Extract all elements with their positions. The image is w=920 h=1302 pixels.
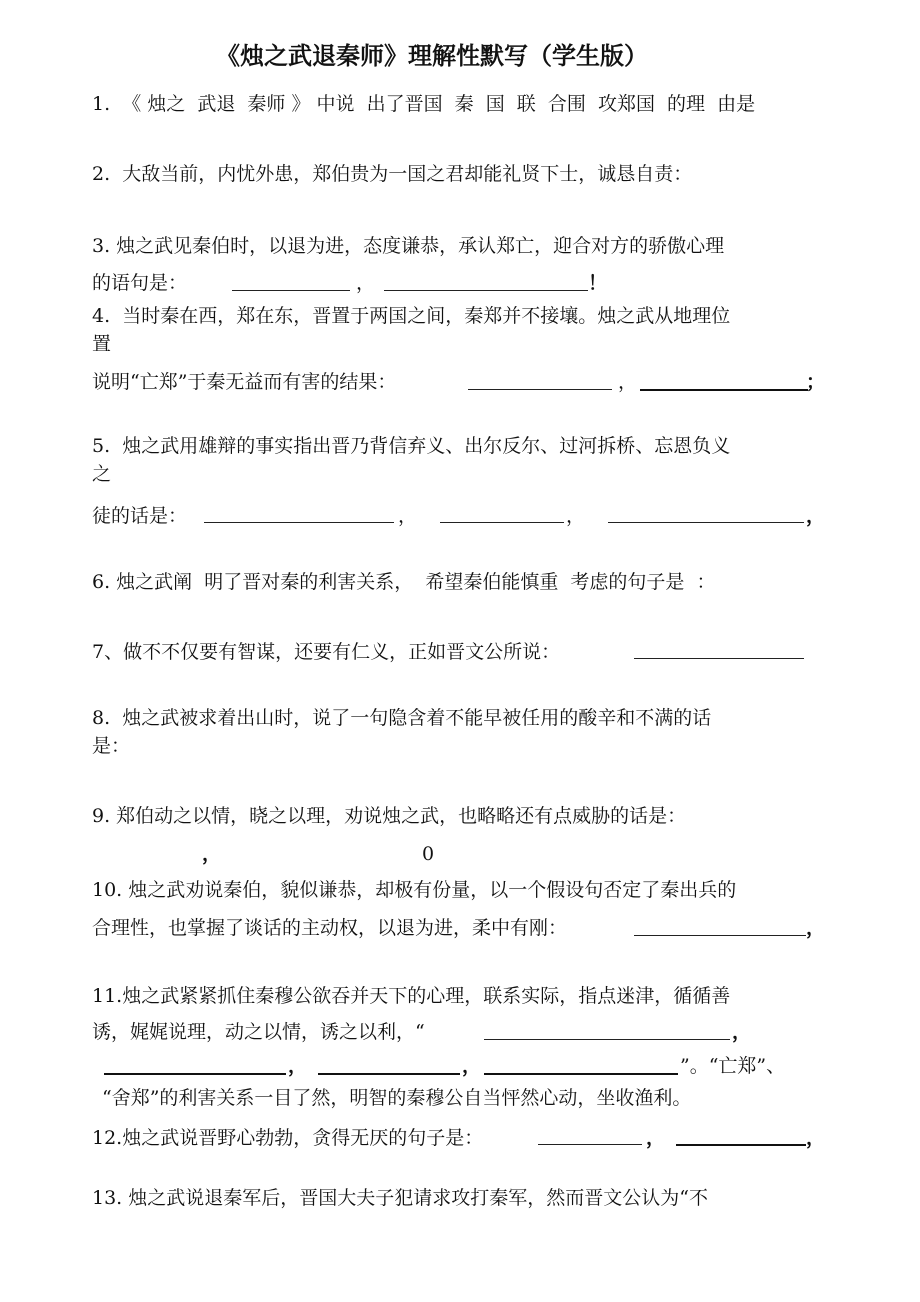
question-3-end: ！ <box>588 272 608 294</box>
answer-blank <box>634 935 806 936</box>
question-3-line-1: 3. 烛之武见秦伯时，以退为进，态度谦恭，承认郑亡，迎合对方的骄傲心理 <box>92 235 725 257</box>
question-5-comma-1: ， <box>398 505 418 527</box>
question-11-line-3-end: ”。“亡郑”、 <box>680 1055 786 1077</box>
question-12-end: ， <box>806 1127 826 1149</box>
question-11-line-2-end: ， <box>732 1021 752 1043</box>
question-8-line-1: 8. 烛之武被求着出山时，说了一句隐含着不能早被任用的酸辛和不满的话 <box>92 707 712 729</box>
question-5-line-2: 之 <box>92 463 112 485</box>
answer-blank <box>204 522 394 523</box>
answer-blank <box>318 1073 460 1075</box>
question-10-end: ， <box>806 917 826 939</box>
question-5-line-1: 5. 烛之武用雄辩的事实指出晋乃背信弃义、出尔反尔、过河拆桥、忘恩负义 <box>92 435 731 457</box>
question-12-line-1: 12.烛之武说晋野心勃勃，贪得无厌的句子是： <box>92 1127 484 1149</box>
answer-blank <box>232 290 350 291</box>
question-5-comma-2: ， <box>566 505 586 527</box>
answer-blank <box>634 658 804 659</box>
question-4-line-2: 置 <box>92 333 112 355</box>
answer-blank <box>640 389 808 391</box>
question-13: 13. 烛之武说退秦军后，晋国大夫子犯请求攻打秦军，然而晋文公认为“不 <box>92 1187 708 1209</box>
question-2: 2. 大敌当前，内忧外患，郑伯贵为一国之君却能礼贤下士，诚恳自责： <box>92 163 693 185</box>
question-11-line-1: 11.烛之武紧紧抓住秦穆公欲吞并天下的心理，联系实际，指点迷津，循循善 <box>92 985 731 1007</box>
question-4-comma: ， <box>618 371 638 393</box>
question-11-comma-2: ， <box>462 1055 482 1077</box>
question-4-line-1: 4. 当时秦在西，郑在东，晋置于两国之间，秦郑并不接壤。烛之武从地理位 <box>92 305 731 327</box>
question-1: 1. 《 烛之 武退 秦师 》 中说 出了晋国 秦 国 联 合围 攻郑国 的理 由是 <box>92 93 756 115</box>
answer-blank <box>440 522 564 523</box>
answer-blank <box>484 1039 730 1040</box>
answer-blank <box>538 1144 642 1145</box>
question-4-end: ； <box>806 371 826 393</box>
question-11-comma-1: ， <box>288 1055 308 1077</box>
answer-blank <box>484 1073 678 1075</box>
question-4-line-3: 说明“亡郑”于秦无益而有害的结果： <box>92 371 397 393</box>
question-11-line-2: 诱，娓娓说理，动之以情，诱之以利，“ <box>92 1021 425 1043</box>
question-6: 6. 烛之武阐 明了晋对秦的利害关系， 希望秦伯能慎重 考虑的句子是 ： <box>92 571 716 593</box>
answer-blank <box>676 1144 806 1146</box>
question-5-end: ， <box>806 505 826 527</box>
question-10-line-2: 合理性，也掌握了谈话的主动权，以退为进，柔中有刚： <box>92 917 568 939</box>
question-9-line-1: 9. 郑伯动之以情，晓之以理，劝说烛之武，也略略还有点威胁的话是： <box>92 805 687 827</box>
question-10-line-1: 10. 烛之武劝说秦伯，貌似谦恭，却极有份量，以一个假设句否定了秦出兵的 <box>92 879 737 901</box>
question-8-line-2: 是： <box>92 735 131 757</box>
answer-blank <box>104 1073 286 1075</box>
question-3-line-2: 的语句是： <box>92 272 188 294</box>
question-9-zero: 0 <box>422 843 435 865</box>
question-5-line-3: 徒的话是： <box>92 505 188 527</box>
question-12-comma: ， <box>646 1127 666 1149</box>
answer-blank <box>468 389 612 390</box>
page-title: 《烛之武退秦师》理解性默写（学生版） <box>216 42 648 70</box>
question-11-line-4: “舍郑”的利害关系一目了然，明智的秦穆公自当怦然心动，坐收渔利。 <box>102 1087 692 1109</box>
question-7: 7、做不不仅要有智谋，还要有仁义，正如晋文公所说： <box>92 641 561 663</box>
question-3-comma: ， <box>356 272 376 294</box>
question-9-comma: ， <box>202 843 222 865</box>
answer-blank <box>384 290 588 291</box>
answer-blank <box>608 522 804 523</box>
